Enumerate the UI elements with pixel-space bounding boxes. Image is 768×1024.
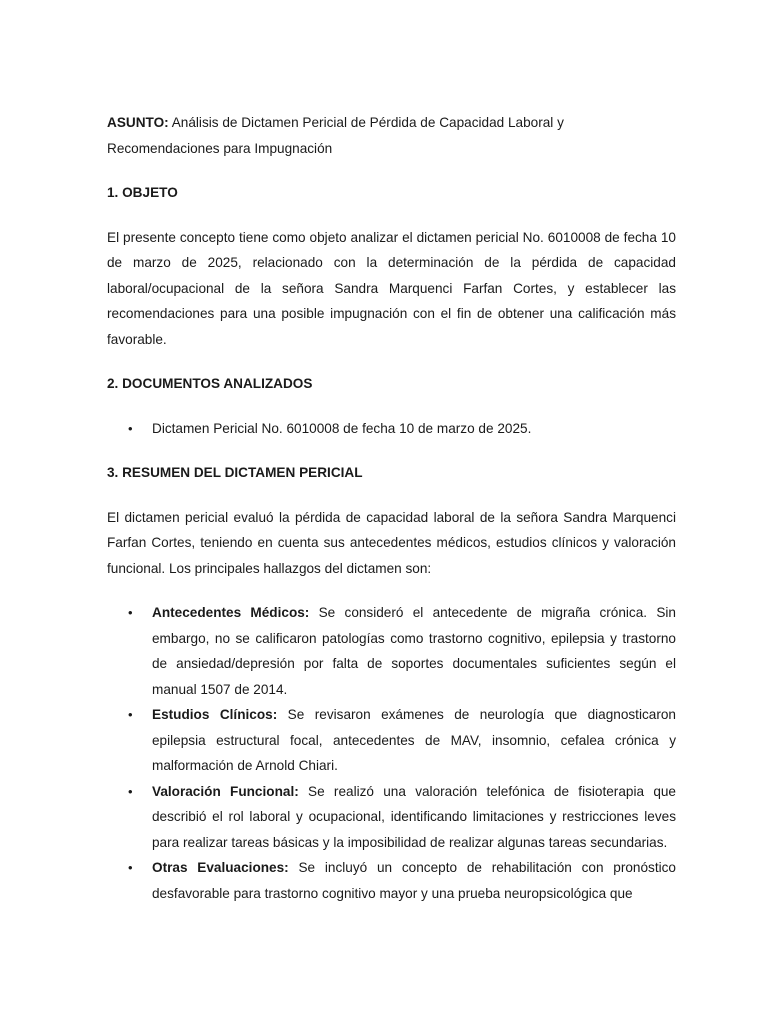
subject-paragraph (107, 110, 676, 161)
section-heading-objeto: 1. OBJETO (107, 185, 178, 200)
section-heading-documentos: 2. DOCUMENTOS ANALIZADOS (107, 376, 313, 391)
bullet-icon: • (128, 605, 133, 620)
list-item (107, 416, 676, 442)
finding-label: Otras Evaluaciones: (152, 860, 289, 875)
finding-text: Se incluyó un concepto de rehabilitación con pronóstico desfavorable para trastorno cognitivo mayor y una prueba neuropsicológica que (152, 860, 676, 901)
section-heading-resumen: 3. RESUMEN DEL DICTAMEN PERICIAL (107, 465, 363, 480)
finding-antecedentes (107, 600, 676, 702)
document-page (107, 110, 676, 906)
finding-text: Se realizó una valoración telefónica de fisioterapia que describió el rol laboral y ocupacional, identificando limitaciones y restricciones leves para realizar tareas básicas y la imposibilidad de realizar algunas tareas secundarias. (152, 783, 676, 850)
finding-label: Estudios Clínicos: (152, 707, 278, 722)
finding-label: Valoración Funcional: (152, 783, 299, 799)
finding-valoracion (107, 779, 676, 856)
objeto-body: El presente concepto tiene como objeto analizar el dictamen pericial No. 6010008 de fecha 10 de marzo de 2025, relacionado con la determinación de la pérdida de capacidad laboral/ocupacional de la señora Sandra Marquenci Farfan Cortes, y establecer las recomendaciones para una posible impugnación con el fin de obtener una calificación más favorable. (107, 229, 676, 347)
documentos-list (107, 416, 676, 442)
subject-label: ASUNTO: (107, 115, 169, 130)
finding-label: Antecedentes Médicos: (152, 605, 310, 620)
finding-text: Se consideró el antecedente de migraña crónica. Sin embargo, no se calificaron patologías como trastorno cognitivo, epilepsia y trastorno de ansiedad/depresión por falta de soportes documentales suficientes según el manual 1507 de 2014. (152, 605, 676, 697)
resumen-intro: El dictamen pericial evaluó la pérdida de capacidad laboral de la señora Sandra Marquenci Farfan Cortes, teniendo en cuenta sus antecedentes médicos, estudios clínicos y valoración funcional. Los principales hallazgos del dictamen son: (107, 509, 676, 576)
bullet-icon: • (128, 707, 133, 722)
finding-estudios (107, 702, 676, 779)
bullet-icon: • (128, 783, 133, 799)
bullet-icon: • (128, 860, 133, 875)
bullet-icon: • (128, 420, 133, 436)
finding-text: Se revisaron exámenes de neurología que diagnosticaron epilepsia estructural focal, antecedentes de MAV, insomnio, cefalea crónica y malformación de Arnold Chiari. (152, 707, 676, 773)
findings-list (107, 600, 676, 906)
list-item-text: Dictamen Pericial No. 6010008 de fecha 10 de marzo de 2025. (152, 420, 532, 436)
subject-text: Análisis de Dictamen Pericial de Pérdida de Capacidad Laboral y Recomendaciones para Impugnación (107, 115, 564, 156)
finding-otras (107, 855, 676, 906)
